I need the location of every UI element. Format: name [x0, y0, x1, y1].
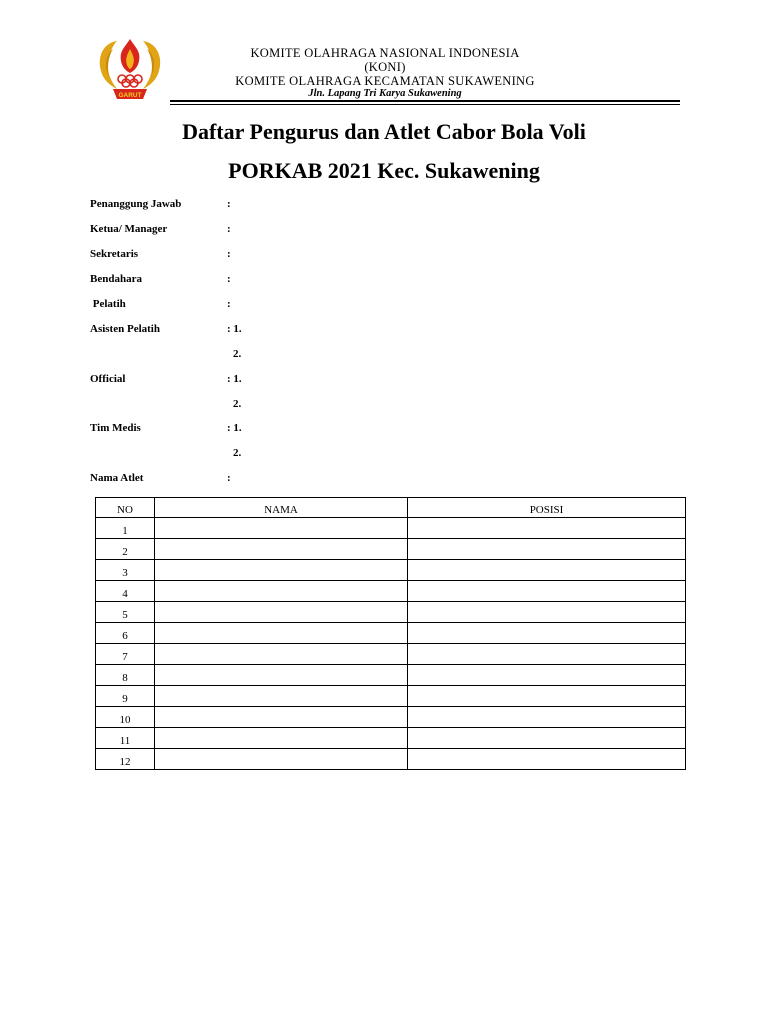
column-header-no: NO [96, 498, 155, 518]
table-row [96, 686, 686, 707]
field-separator: : [227, 298, 231, 310]
letterhead-org-abbr: (KONI) [364, 60, 406, 74]
posisi-cell[interactable] [408, 707, 686, 728]
table-row [96, 728, 686, 749]
row-number: 10 [96, 707, 155, 728]
nama-cell[interactable] [155, 560, 408, 581]
table-header-row [96, 498, 686, 518]
row-number: 11 [96, 728, 155, 749]
posisi-cell[interactable] [408, 644, 686, 665]
field-label: Sekretaris [90, 248, 139, 260]
field-separator: : 1. [227, 422, 242, 434]
row-number: 3 [96, 560, 155, 581]
posisi-cell[interactable] [408, 623, 686, 644]
posisi-cell[interactable] [408, 539, 686, 560]
row-number: 12 [96, 749, 155, 770]
table-row [96, 749, 686, 770]
field-label: Penanggung Jawab [90, 198, 182, 210]
letterhead-rule-thick [170, 100, 680, 102]
row-number: 6 [96, 623, 155, 644]
row-number: 9 [96, 686, 155, 707]
athlete-table [95, 497, 686, 770]
nama-cell[interactable] [155, 665, 408, 686]
field-separator: : [227, 198, 231, 210]
row-number: 1 [96, 518, 155, 539]
row-number: 5 [96, 602, 155, 623]
field-label: Pelatih [90, 298, 126, 310]
document-subtitle: PORKAB 2021 Kec. Sukawening [228, 158, 540, 183]
field-separator: : [227, 472, 231, 484]
logo-left-wing [100, 41, 117, 89]
letterhead [170, 46, 600, 100]
posisi-cell[interactable] [408, 518, 686, 539]
field-label: Nama Atlet [90, 472, 144, 484]
nama-cell[interactable] [155, 749, 408, 770]
table-row [96, 602, 686, 623]
posisi-cell[interactable] [408, 560, 686, 581]
posisi-cell[interactable] [408, 728, 686, 749]
letterhead-address: Jln. Lapang Tri Karya Sukawening [308, 88, 462, 99]
nama-cell[interactable] [155, 623, 408, 644]
logo-text: GARUT [118, 92, 142, 99]
column-header-nama: NAMA [155, 498, 408, 518]
posisi-cell[interactable] [408, 665, 686, 686]
field-asisten-pelatih-item-2: 2. [233, 348, 242, 360]
table-row [96, 644, 686, 665]
table-row [96, 623, 686, 644]
posisi-cell[interactable] [408, 581, 686, 602]
row-number: 2 [96, 539, 155, 560]
table-row [96, 560, 686, 581]
nama-cell[interactable] [155, 728, 408, 749]
koni-logo [95, 33, 165, 103]
letterhead-org-name: KOMITE OLAHRAGA NASIONAL INDONESIA [250, 46, 520, 60]
table-row [96, 665, 686, 686]
row-number: 4 [96, 581, 155, 602]
field-label: Bendahara [90, 273, 142, 285]
field-separator: : [227, 248, 231, 260]
column-header-posisi: POSISI [408, 498, 686, 518]
table-row [96, 539, 686, 560]
field-label: Official [90, 373, 126, 385]
row-number: 8 [96, 665, 155, 686]
document-title: Daftar Pengurus dan Atlet Cabor Bola Voli [182, 119, 586, 144]
nama-cell[interactable] [155, 581, 408, 602]
nama-cell[interactable] [155, 602, 408, 623]
nama-cell[interactable] [155, 644, 408, 665]
field-label: Asisten Pelatih [90, 323, 160, 335]
nama-cell[interactable] [155, 539, 408, 560]
field-official-item-2: 2. [233, 398, 242, 410]
nama-cell[interactable] [155, 686, 408, 707]
posisi-cell[interactable] [408, 686, 686, 707]
nama-cell[interactable] [155, 518, 408, 539]
table-row [96, 707, 686, 728]
table-row [96, 581, 686, 602]
nama-cell[interactable] [155, 707, 408, 728]
field-label: Tim Medis [90, 422, 141, 434]
table-row [96, 518, 686, 539]
logo-right-wing [143, 41, 160, 89]
field-separator: : 1. [227, 373, 242, 385]
field-separator: : 1. [227, 323, 242, 335]
field-tim-medis-item-2: 2. [233, 447, 242, 459]
letterhead-rule-thin [170, 104, 680, 105]
field-separator: : [227, 273, 231, 285]
field-label: Ketua/ Manager [90, 223, 168, 235]
row-number: 7 [96, 644, 155, 665]
letterhead-district: KOMITE OLAHRAGA KECAMATAN SUKAWENING [235, 74, 535, 88]
posisi-cell[interactable] [408, 602, 686, 623]
field-separator: : [227, 223, 231, 235]
posisi-cell[interactable] [408, 749, 686, 770]
